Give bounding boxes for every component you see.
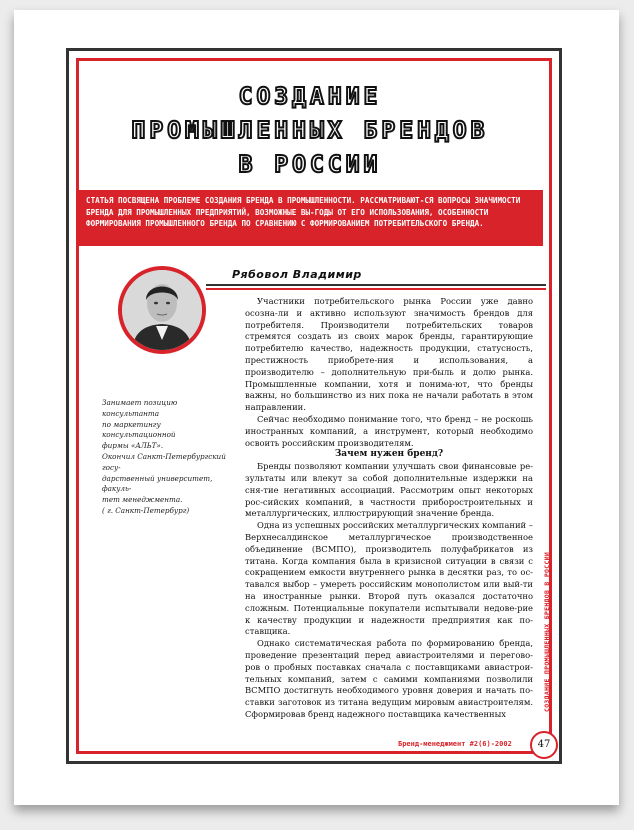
author-photo — [118, 266, 206, 354]
page-number: 47 — [530, 731, 558, 759]
bio-line: дарственный университет, факуль- — [102, 473, 213, 494]
abstract-box — [78, 190, 543, 246]
bio-line: тет менеджмента. — [102, 495, 183, 505]
author-name: Рябовол Владимир — [232, 268, 362, 281]
author-bio — [102, 398, 232, 517]
article-title — [90, 80, 530, 182]
body-paragraph: Одна из успешных российских металлургических компаний – Верхнесалдинское металлургическое производственное объединение (ВСМПО), производитель полуфабрикатов из титана. Когда компания была в кризисной ситуации в связи с сокращением емкости внутреннего рынка в десятки раз, то ос-тавался выбор – умереть российским монополистом или вый-ти на иностранные рынки. Второй путь оказался достаточно сложным. Потенциальные покупатели испытывали недове-рие к качеству продукции и надежности предприятия как по-ставщика. — [245, 520, 533, 637]
section-heading: Зачем нужен бренд? — [334, 449, 444, 460]
body-paragraph: Однако систематическая работа по формированию бренда, проведение презентаций перед авиастроителями и перегово-ров о пробных поставках сначала с поставщиками авиастрои-тельных компаний, затем с самими компаниями позволили ВСМПО достигнуть необходимого уровня доверия и начать по-ставки заготовок из титана ведущим мировым авиастроителям. Сформировав бренд надежного поставщика качественных — [245, 638, 533, 719]
title-line-2: ПРОМЫШЛЕННЫХ БРЕНДОВ — [131, 118, 489, 144]
title-line-1: СОЗДАНИЕ — [238, 84, 382, 110]
author-rule-dark — [206, 284, 546, 286]
bio-line: ( г. Санкт-Петербург) — [102, 505, 190, 515]
bio-line: Занимает позицию консультанта — [102, 398, 178, 418]
abstract-text: СТАТЬЯ ПОСВЯЩЕНА ПРОБЛЕМЕ СОЗДАНИЯ БРЕНДА В ПРОМЫШЛЕННОСТИ. РАССМАТРИВАЮТ-СЯ ВОПРОСЫ ЗНАЧИМОСТИ БРЕНДА ДЛЯ ПРОМЫШЛЕННЫХ ПРЕДПРИЯТИЙ, ВОЗМОЖНЫЕ ВЫ-ГОДЫ ОТ ЕГО ИСПОЛЬЗОВАНИЯ, ОСОБЕННОСТИ ФОРМИРОВАНИЯ ПРОМЫШЛЕННОГО БРЕНДА ПО СРАВНЕНИЮ С ФОРМИРОВАНИЕМ ПОТРЕБИТЕЛЬСКОГО БРЕНДА. — [86, 196, 521, 228]
title-line-3: В РОССИИ — [238, 152, 382, 178]
author-portrait-icon — [122, 270, 202, 350]
article-body — [245, 296, 533, 721]
bio-line: фирмы «АЛЬТ». — [102, 441, 164, 451]
body-paragraph: Сейчас необходимо понимание того, что бренд – не роскошь иностранных компаний, а инструмент, который необходимо освоить российским производителям. — [245, 413, 533, 448]
author-rule-red — [206, 288, 546, 290]
journal-footer: Бренд-менеджмент #2(6)-2002 — [398, 740, 512, 748]
body-paragraph: Участники потребительского рынка России уже давно осозна-ли и активно используют значимость брендов для потребителя. Производители потребительских товаров стремятся создать из своих марок бренды, гарантирующие потребителю качество, надежность продукции, статусность, престижность приобрете-ния и использования, а производителю – дополнительную при-быль и долю рынка. Промышленные компании, хотя и понима-ют, что бренды важны, но большинство из них пока не начали работать в этом направлении. — [245, 296, 533, 413]
body-paragraph: Бренды позволяют компании улучшать свои финансовые ре-зультаты или влекут за собой дополнительные издержки на сня-тие негативных ассоциаций. Рассмотрим опыт некоторых рос-сийских компаний, в частности приборостроительных и металлургических, иллюстрирующий значение бренда. — [245, 461, 533, 519]
bio-line: Окончил Санкт-Петербургский госу- — [102, 451, 226, 472]
bio-line: по маркетингу консультационной — [102, 419, 176, 440]
running-head-vertical: СОЗДАНИЕ ПРОМЫШЛЕННЫХ БРЕНДОВ В РОССИИ — [543, 551, 551, 712]
